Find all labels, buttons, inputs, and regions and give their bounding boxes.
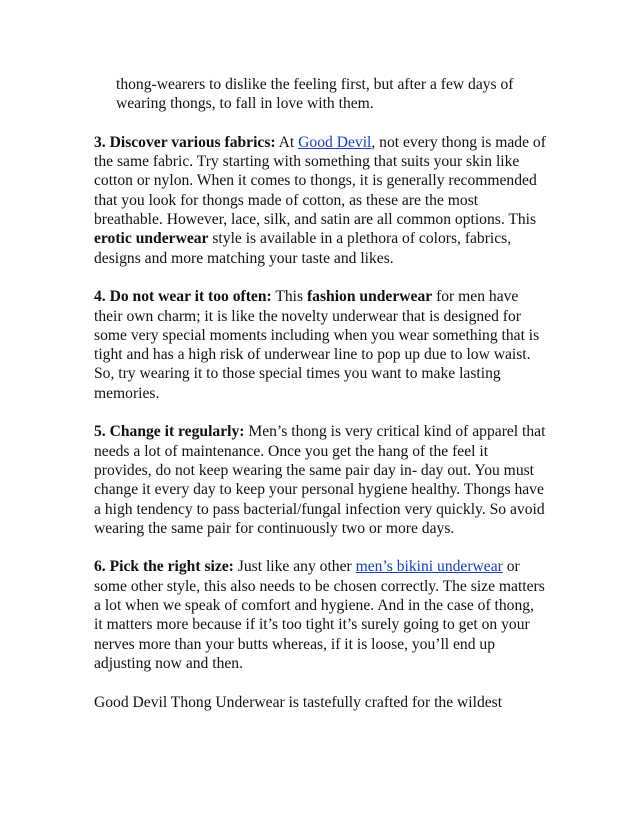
- good-devil-link[interactable]: Good Devil: [298, 133, 372, 151]
- closing-paragraph: [94, 693, 546, 712]
- document-page: [94, 75, 546, 731]
- section-5-heading: 5. Change it regularly:: [94, 423, 245, 441]
- section-3-heading: 3. Discover various fabrics:: [94, 133, 276, 151]
- intro-text: thong-wearers to dislike the feeling first, but after a few days of wearing thongs, to fall in love with them.: [116, 76, 514, 113]
- closing-text: Good Devil Thong Underwear is tastefully crafted for the wildest: [94, 693, 503, 711]
- section-3-text-b: , not every thong is made of the same fabric. Try starting with something that suits your skin like cotton or nylon. When it comes to thongs, it is generally recommended that you look for thongs made of cotton, as these are the most breathable. However, lace, silk, and satin are all common options. This: [94, 133, 546, 229]
- section-6-heading: 6. Pick the right size:: [94, 558, 234, 576]
- section-4-text-a: This: [271, 288, 307, 306]
- section-5-text: Men’s thong is very critical kind of apparel that needs a lot of maintenance. Once you get the hang of the feel it provides, do not keep wearing the same pair day in- day out. You must change it every day to keep your personal hygiene healthy. Thongs have a high tendency to pass bacterial/fungal infection very quickly. So avoid wearing the same pair for continuously two or more days.: [94, 423, 546, 537]
- fashion-underwear-term: fashion underwear: [306, 288, 433, 306]
- section-3-paragraph: [94, 133, 546, 268]
- mens-bikini-underwear-link[interactable]: men’s bikini underwear: [355, 558, 503, 576]
- section-4-heading: 4. Do not wear it too often:: [94, 288, 272, 306]
- erotic-underwear-term: erotic underwear: [94, 230, 209, 248]
- section-6-text-b: or some other style, this also needs to be chosen correctly. The size matters a lot when we speak of comfort and hygiene. And in the case of thong, it matters more because if it’s too tight it’s surely going to get on your nerves more than your butts whereas, if it is loose, you’ll end up adjusting now and then.: [94, 558, 545, 672]
- section-6-text-a: Just like any other: [233, 558, 356, 576]
- intro-paragraph: [94, 75, 546, 114]
- section-3-text-c: style is available in a plethora of colors, fabrics, designs and more matching your taste and likes.: [94, 230, 512, 267]
- section-4-text-b: for men have their own charm; it is like the novelty underwear that is designed for some very special moments including when you wear something that is tight and has a high risk of underwear line to pop up due to low waist. So, try wearing it to those special times you want to make lasting memories.: [94, 288, 540, 402]
- section-5-paragraph: [94, 422, 546, 538]
- section-3-text-a: At: [278, 133, 299, 151]
- section-6-paragraph: [94, 557, 546, 673]
- section-4-paragraph: [94, 287, 546, 403]
